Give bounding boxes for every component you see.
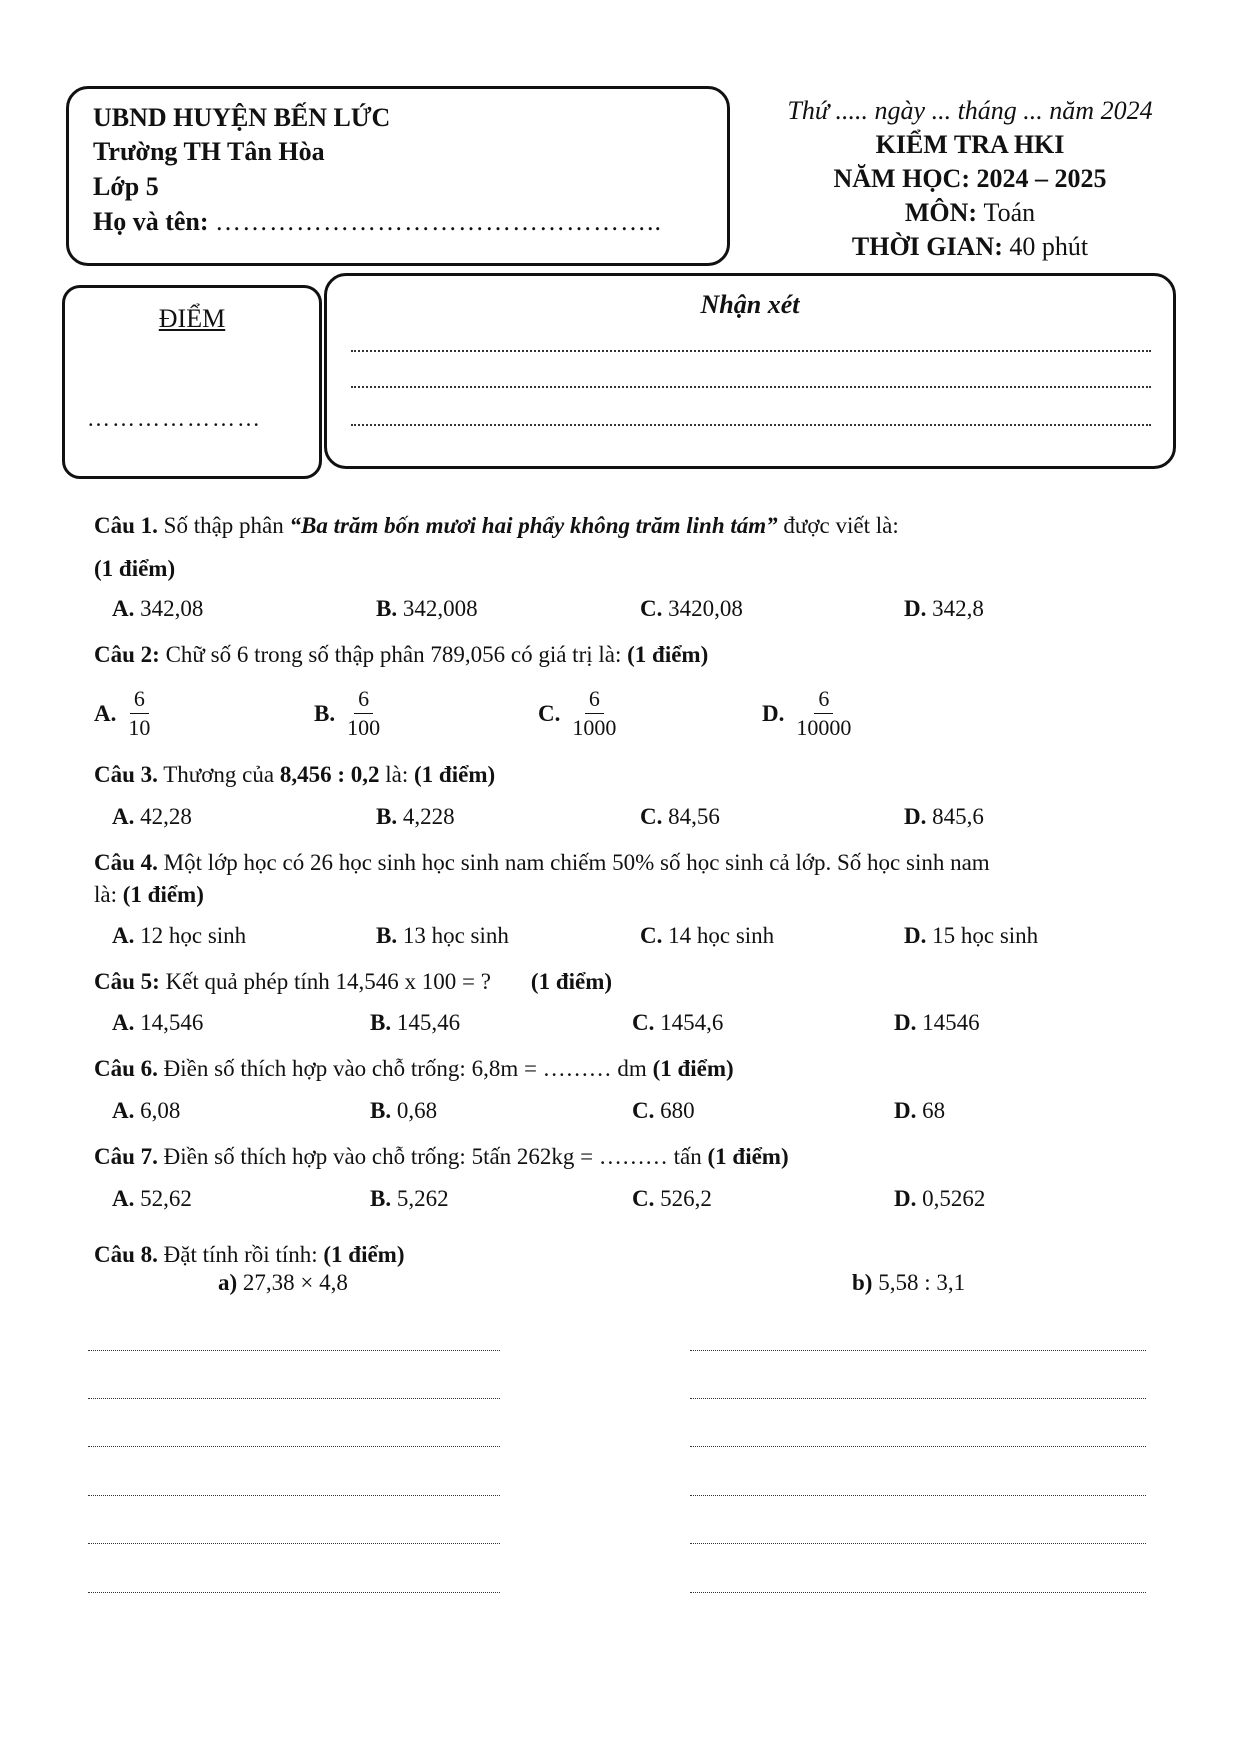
question-1 bbox=[94, 511, 899, 541]
time-row bbox=[735, 230, 1205, 264]
q5-option-a[interactable]: A. 14,546 bbox=[112, 1010, 204, 1035]
question-text: Thương của bbox=[157, 762, 280, 787]
school-name: Trường TH Tân Hòa bbox=[93, 137, 325, 166]
school-year: NĂM HỌC: 2024 – 2025 bbox=[833, 164, 1107, 193]
q4-option-c[interactable]: C. 14 học sinh bbox=[640, 923, 775, 948]
work-line-a[interactable] bbox=[88, 1591, 500, 1593]
question-label: Câu 6. bbox=[94, 1056, 158, 1081]
q8-part-a: a) 27,38 × 4,8 bbox=[218, 1270, 348, 1295]
points-label: (1 điểm) bbox=[94, 556, 176, 581]
q2-option-d[interactable]: D. $\frac{6}{10000}$ bbox=[762, 688, 855, 739]
q5-option-c[interactable]: C. 1454,6 bbox=[632, 1010, 724, 1035]
points-label: (1 điểm) bbox=[530, 969, 613, 994]
work-line-b[interactable] bbox=[690, 1349, 1146, 1351]
fraction: $\frac{6}{10000}$ bbox=[796, 686, 852, 740]
fraction: $\frac{6}{1000}$ bbox=[572, 686, 617, 740]
work-line-a[interactable] bbox=[88, 1445, 500, 1447]
authority-name: UBND HUYỆN BẾN LỨC bbox=[93, 103, 391, 132]
exam-title: KIỂM TRA HKI bbox=[875, 130, 1065, 159]
q6-option-b[interactable]: B. 0,68 bbox=[370, 1098, 438, 1123]
question-label: Câu 3. bbox=[94, 762, 158, 787]
question-text: được viết là: bbox=[777, 513, 899, 538]
question-2 bbox=[94, 640, 708, 670]
q3-option-c[interactable]: C. 84,56 bbox=[640, 804, 720, 829]
exam-date-line: Thứ ..... ngày ... tháng ... năm 2024 bbox=[787, 96, 1153, 125]
subject-label: MÔN: bbox=[904, 198, 978, 227]
work-line-b[interactable] bbox=[690, 1494, 1146, 1496]
subject-value: Toán bbox=[983, 198, 1036, 227]
school-info-box bbox=[66, 86, 730, 266]
question-text: Một lớp học có 26 học sinh học sinh nam chiếm 50% số học sinh cả lớp. Số học sinh nam bbox=[157, 850, 990, 875]
question-5 bbox=[94, 967, 612, 997]
points-label: (1 điểm) bbox=[627, 642, 709, 667]
question-quote: “Ba trăm bốn mươi hai phẩy không trăm linh tám” bbox=[289, 513, 778, 538]
q1-option-a[interactable]: A. 342,08 bbox=[112, 596, 204, 621]
work-line-b[interactable] bbox=[690, 1591, 1146, 1593]
work-line-b[interactable] bbox=[690, 1445, 1146, 1447]
q7-option-b[interactable]: B. 5,262 bbox=[370, 1186, 449, 1211]
points-label: (1 điểm) bbox=[414, 762, 496, 787]
question-label: Câu 4. bbox=[94, 850, 158, 875]
score-label: ĐIỂM bbox=[158, 304, 226, 333]
question-8 bbox=[94, 1240, 405, 1270]
question-label: Câu 5: bbox=[94, 969, 160, 994]
q5-option-b[interactable]: B. 145,46 bbox=[370, 1010, 461, 1035]
points-label: (1 điểm) bbox=[323, 1242, 405, 1267]
exam-info bbox=[735, 94, 1205, 264]
q7-option-c[interactable]: C. 526,2 bbox=[632, 1186, 712, 1211]
q7-option-d[interactable]: D. 0,5262 bbox=[894, 1186, 986, 1211]
work-line-b[interactable] bbox=[690, 1397, 1146, 1399]
question-text: Chữ số 6 trong số thập phân 789,056 có giá trị là: bbox=[159, 642, 628, 667]
question-text: Kết quả phép tính 14,546 x 100 = ? bbox=[159, 969, 491, 994]
question-3 bbox=[94, 760, 495, 790]
question-text: Số thập phân bbox=[157, 513, 290, 538]
comment-title: Nhận xét bbox=[700, 290, 800, 319]
question-4 bbox=[94, 848, 990, 878]
q4-option-a[interactable]: A. 12 học sinh bbox=[112, 923, 247, 948]
class-name: Lớp 5 bbox=[93, 172, 159, 201]
q2-option-c[interactable]: C. $\frac{6}{1000}$ bbox=[538, 688, 620, 739]
question-label: Câu 7. bbox=[94, 1144, 158, 1169]
q1-option-d[interactable]: D. 342,8 bbox=[904, 596, 984, 621]
score-field[interactable]: ………………… bbox=[87, 406, 262, 431]
q3-option-a[interactable]: A. 42,28 bbox=[112, 804, 192, 829]
q6-option-d[interactable]: D. 68 bbox=[894, 1098, 946, 1123]
comment-box bbox=[324, 273, 1176, 469]
q2-option-a[interactable]: A. $\frac{6}{10}$ bbox=[94, 688, 154, 739]
q4-option-d[interactable]: D. 15 học sinh bbox=[904, 923, 1039, 948]
fraction: $\frac{6}{100}$ bbox=[347, 686, 381, 740]
question-label: Câu 2: bbox=[94, 642, 160, 667]
score-box bbox=[62, 285, 322, 479]
points-label: (1 điểm) bbox=[652, 1056, 734, 1081]
q5-option-d[interactable]: D. 14546 bbox=[894, 1010, 980, 1035]
work-line-b[interactable] bbox=[690, 1542, 1146, 1544]
work-line-a[interactable] bbox=[88, 1349, 500, 1351]
q8-part-b: b) 5,58 : 3,1 bbox=[852, 1270, 966, 1295]
question-6 bbox=[94, 1054, 734, 1084]
student-name-label: Họ và tên: bbox=[93, 207, 209, 236]
q2-option-b[interactable]: B. $\frac{6}{100}$ bbox=[314, 688, 384, 739]
q1-option-c[interactable]: C. 3420,08 bbox=[640, 596, 743, 621]
work-line-a[interactable] bbox=[88, 1494, 500, 1496]
question-text: Điền số thích hợp vào chỗ trống: 5tấn 262kg = ……… tấn bbox=[157, 1144, 708, 1169]
question-label: Câu 1. bbox=[94, 513, 158, 538]
comment-line[interactable] bbox=[351, 348, 1151, 352]
question-text: là: bbox=[94, 882, 123, 907]
points-label: (1 điểm) bbox=[707, 1144, 789, 1169]
time-label: THỜI GIAN: bbox=[851, 232, 1003, 261]
comment-line[interactable] bbox=[351, 422, 1151, 426]
question-text: Điền số thích hợp vào chỗ trống: 6,8m = ……… dm bbox=[157, 1056, 653, 1081]
student-name-field[interactable]: ………………………………………….. bbox=[215, 207, 663, 236]
question-text: là: bbox=[379, 762, 415, 787]
work-line-a[interactable] bbox=[88, 1397, 500, 1399]
q6-option-c[interactable]: C. 680 bbox=[632, 1098, 695, 1123]
question-4-line-2 bbox=[94, 880, 204, 910]
fraction: $\frac{6}{10}$ bbox=[128, 686, 151, 740]
q4-option-b[interactable]: B. 13 học sinh bbox=[376, 923, 509, 948]
q3-option-d[interactable]: D. 845,6 bbox=[904, 804, 984, 829]
question-expression: 8,456 : 0,2 bbox=[279, 762, 380, 787]
subject-row bbox=[735, 196, 1205, 230]
q3-option-b[interactable]: B. 4,228 bbox=[376, 804, 455, 829]
question-label: Câu 8. bbox=[94, 1242, 158, 1267]
points-label: (1 điểm) bbox=[122, 882, 204, 907]
student-name-row bbox=[93, 207, 662, 237]
q7-option-a[interactable]: A. 52,62 bbox=[112, 1186, 192, 1211]
work-line-a[interactable] bbox=[88, 1542, 500, 1544]
question-text: Đặt tính rồi tính: bbox=[157, 1242, 324, 1267]
comment-line[interactable] bbox=[351, 384, 1151, 388]
q6-option-a[interactable]: A. 6,08 bbox=[112, 1098, 181, 1123]
time-value: 40 phút bbox=[1009, 232, 1089, 261]
question-1-points bbox=[94, 554, 175, 584]
q1-option-b[interactable]: B. 342,008 bbox=[376, 596, 478, 621]
question-7 bbox=[94, 1142, 789, 1172]
